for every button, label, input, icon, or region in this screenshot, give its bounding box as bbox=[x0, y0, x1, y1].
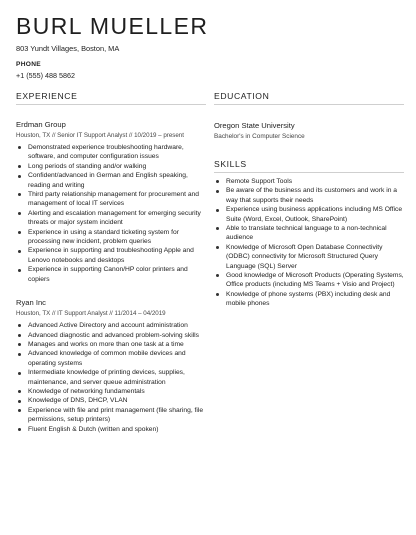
list-item: Advanced knowledge of common mobile devices and operating systems bbox=[16, 349, 206, 368]
list-item: Manages and works on more than one task at a time bbox=[16, 340, 206, 349]
education-entry bbox=[214, 121, 404, 140]
list-item: Demonstrated experience troubleshooting hardware, software, and computer configuration issues bbox=[16, 143, 206, 162]
phone-label: PHONE bbox=[16, 61, 41, 68]
left-column bbox=[16, 91, 206, 434]
skills-list bbox=[214, 177, 404, 309]
list-item: Advanced diagnostic and advanced problem-solving skills bbox=[16, 331, 206, 340]
list-item: Third party relationship management for procurement and management of local IT services bbox=[16, 190, 206, 209]
job-company: Ryan Inc bbox=[16, 298, 46, 308]
job-entry bbox=[16, 298, 206, 434]
list-item: Remote Support Tools bbox=[214, 177, 404, 186]
list-item: Experience in supporting Canon/HP color printers and copiers bbox=[16, 265, 206, 284]
experience-heading: EXPERIENCE bbox=[16, 91, 206, 105]
list-item: Confident/advanced in German and English speaking, reading and writing bbox=[16, 171, 206, 190]
list-item: Be aware of the business and its customers and work in a way that supports their needs bbox=[214, 186, 404, 205]
list-item: Alerting and escalation management for emerging security threats or major system incident bbox=[16, 209, 206, 228]
job-bullets bbox=[16, 143, 206, 284]
list-item: Advanced Active Directory and account administration bbox=[16, 321, 206, 330]
job-meta: Houston, TX // IT Support Analyst // 11/2014 – 04/2019 bbox=[16, 310, 166, 318]
job-entry bbox=[16, 120, 206, 284]
list-item: Knowledge of DNS, DHCP, VLAN bbox=[16, 396, 206, 405]
list-item: Knowledge of phone systems (PBX) including desk and mobile phones bbox=[214, 290, 404, 309]
education-heading: EDUCATION bbox=[214, 91, 404, 105]
list-item: Knowledge of networking fundamentals bbox=[16, 387, 206, 396]
address: 803 Yundt Villages, Boston, MA bbox=[16, 44, 120, 53]
right-column bbox=[214, 91, 404, 309]
list-item: Experience using business applications including MS Office Suite (Word, Excel, Outlook, SharePoint) bbox=[214, 205, 404, 224]
list-item: Long periods of standing and/or walking bbox=[16, 162, 206, 171]
list-item: Fluent English & Dutch (written and spoken) bbox=[16, 425, 206, 434]
candidate-name: BURL MUELLER bbox=[16, 13, 209, 39]
job-company: Erdman Group bbox=[16, 120, 66, 129]
list-item: Experience with file and print management (file sharing, file permissions, setup printers) bbox=[16, 406, 206, 425]
list-item: Experience in supporting and troubleshooting Apple and Lenovo notebooks and desktops bbox=[16, 246, 206, 265]
list-item: Able to translate technical language to a non-technical audience bbox=[214, 224, 404, 243]
list-item: Knowledge of Microsoft Open Database Connectivity (ODBC) connectivity for Microsoft Structured Query Language (SQL) Server bbox=[214, 243, 404, 271]
job-bullets bbox=[16, 321, 206, 434]
list-item: Good knowledge of Microsoft Products (Operating Systems, Office products (including MS Teams + Visio and Project) bbox=[214, 271, 404, 290]
job-meta: Houston, TX // Senior IT Support Analyst // 10/2019 – present bbox=[16, 132, 184, 139]
school-name: Oregon State University bbox=[214, 121, 295, 130]
resume-page bbox=[16, 0, 404, 535]
list-item: Experience in using a standard ticketing system for processing new incident, problem queries bbox=[16, 228, 206, 247]
degree: Bachelor's in Computer Science bbox=[214, 133, 305, 140]
phone-number: +1 (555) 488 5862 bbox=[16, 71, 75, 80]
skills-heading: SKILLS bbox=[214, 159, 404, 173]
list-item: Intermediate knowledge of printing devices, supplies, maintenance, and server queue administration bbox=[16, 368, 206, 387]
